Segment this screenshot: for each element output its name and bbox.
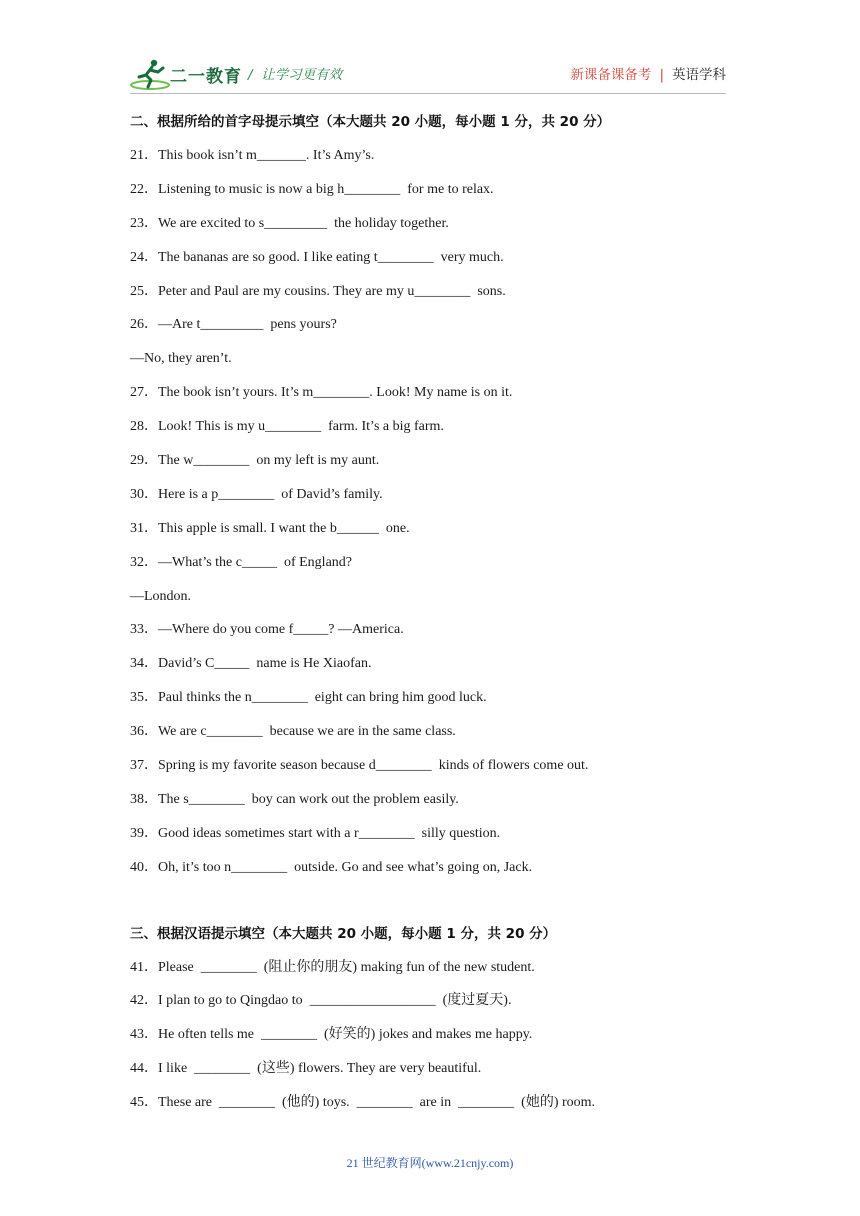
section-gap xyxy=(130,891,730,923)
header-subject xyxy=(570,63,726,83)
question-26-answer: —No, they aren’t. xyxy=(130,351,232,367)
running-person-icon xyxy=(130,58,174,90)
question-41: 41．Please ________ (阻止你的朋友) making fun of the new student. xyxy=(130,959,535,975)
question-37: 37．Spring is my favorite season because d________ kinds of flowers come out. xyxy=(130,758,589,774)
header-label-subject: 英语学科 xyxy=(672,67,726,83)
question-26: 26．—Are t_________ pens yours? xyxy=(130,317,337,333)
question-21: 21．This book isn’t m_______. It’s Amy’s. xyxy=(130,148,375,163)
worksheet-content xyxy=(130,111,730,1126)
question-24: 24．The bananas are so good. I like eating t________ very much. xyxy=(130,249,504,265)
question-36: 36．We are c________ because we are in the same class. xyxy=(130,724,456,740)
question-27: 27．The book isn’t yours. It’s m________. Look! My name is on it. xyxy=(130,385,513,401)
header-label-course: 新课备课备考 xyxy=(570,67,652,83)
section-title: 二、根据所给的首字母提示填空（本大题共 20 小题，每小题 1 分，共 20 分） xyxy=(130,114,611,130)
question-28: 28．Look! This is my u________ farm. It’s a big farm. xyxy=(130,419,444,435)
question-30: 30．Here is a p________ of David’s family. xyxy=(130,486,383,502)
question-34: 34．David’s C_____ name is He Xiaofan. xyxy=(130,656,372,672)
question-35: 35．Paul thinks the n________ eight can bring him good luck. xyxy=(130,690,487,706)
question-32-answer: —London. xyxy=(130,588,192,604)
question-22: 22．Listening to music is now a big h________ for me to relax. xyxy=(130,181,494,197)
question-39: 39．Good ideas sometimes start with a r________ silly question. xyxy=(130,825,501,841)
section-title: 三、根据汉语提示填空（本大题共 20 小题，每小题 1 分，共 20 分） xyxy=(130,925,557,942)
question-32: 32．—What’s the c_____ of England? xyxy=(130,554,353,570)
question-43: 43．He often tells me ________ (好笑的) jokes and makes me happy. xyxy=(130,1027,533,1043)
question-38: 38．The s________ boy can work out the problem easily. xyxy=(130,791,459,807)
question-45: 45．These are ________ (他的) toys. ________ are in ________ (她的) room. xyxy=(130,1095,596,1111)
logo-text: 二一教育 xyxy=(170,67,242,87)
header-separator: | xyxy=(659,67,664,83)
question-33: 33．—Where do you come f_____? —America. xyxy=(130,622,404,638)
page-header xyxy=(130,56,726,92)
header-divider xyxy=(130,93,726,94)
question-44: 44．I like ________ (这些) flowers. They are very beautiful. xyxy=(130,1061,482,1077)
question-42: 42．I plan to go to Qingdao to __________________ (度过夏天). xyxy=(130,993,512,1009)
question-29: 29．The w________ on my left is my aunt. xyxy=(130,453,380,469)
slogan: / 让学习更有效 xyxy=(248,67,343,83)
page-footer: 21 世纪教育网(www.21cnjy.com) xyxy=(346,1156,514,1170)
question-40: 40．Oh, it’s too n________ outside. Go and see what’s going on, Jack. xyxy=(130,859,533,875)
question-31: 31．This apple is small. I want the b______ one. xyxy=(130,520,410,536)
logo xyxy=(130,56,370,90)
question-25: 25．Peter and Paul are my cousins. They are my u________ sons. xyxy=(130,283,506,299)
question-23: 23．We are excited to s_________ the holiday together. xyxy=(130,215,449,231)
